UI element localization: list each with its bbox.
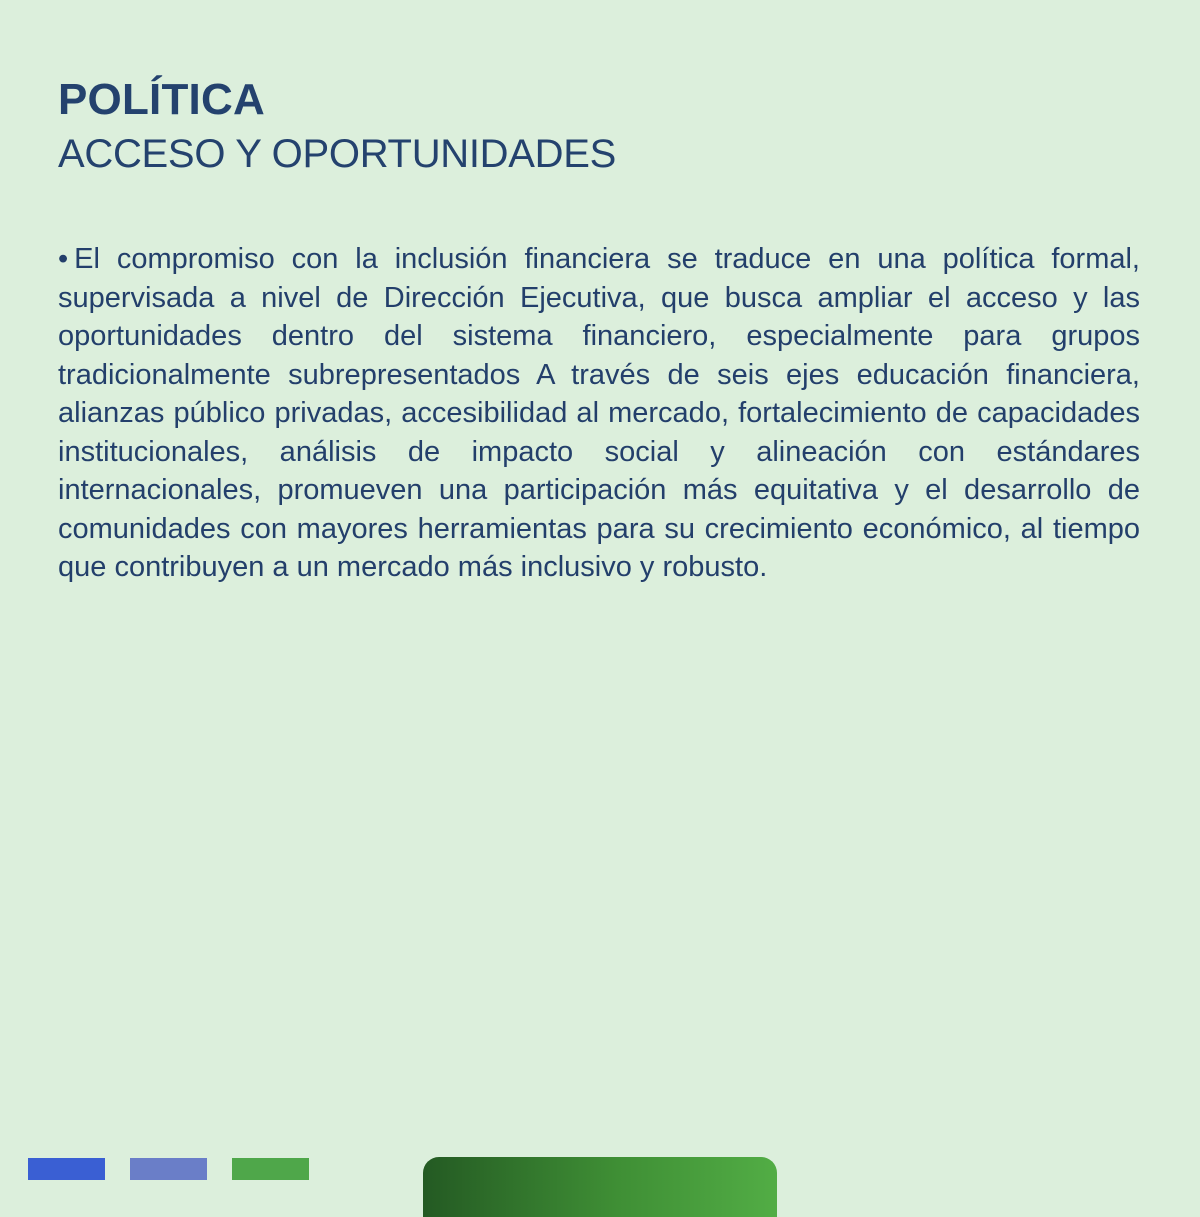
bullet-icon: • (58, 243, 69, 275)
decorative-bar-periwinkle (130, 1158, 207, 1180)
footer-green-tab (423, 1157, 777, 1217)
decorative-bar-green (232, 1158, 309, 1180)
page-subtitle: ACCESO Y OPORTUNIDADES (58, 132, 616, 176)
body-paragraph (58, 240, 1140, 587)
page-title: POLÍTICA (58, 75, 265, 124)
body-paragraph-text: El compromiso con la inclusión financiera se traduce en una política formal, supervisada a nivel de Dirección Ejecutiva, que busca ampliar el acceso y las oportunidades dentro del sistema financiero, especialmente para grupos tradicionalmente subrepresentados A través de seis ejes educación financiera, alianzas público privadas, accesibilidad al mercado, fortalecimiento de capacidades institucionales, análisis de impacto social y alineación con estándares internacionales, promueven una participación más equitativa y el desarrollo de comunidades con mayores herramientas para su crecimiento económico, al tiempo que contribuyen a un mercado más inclusivo y robusto. (58, 243, 1140, 583)
decorative-bar-blue (28, 1158, 105, 1180)
heading-block (58, 72, 616, 180)
